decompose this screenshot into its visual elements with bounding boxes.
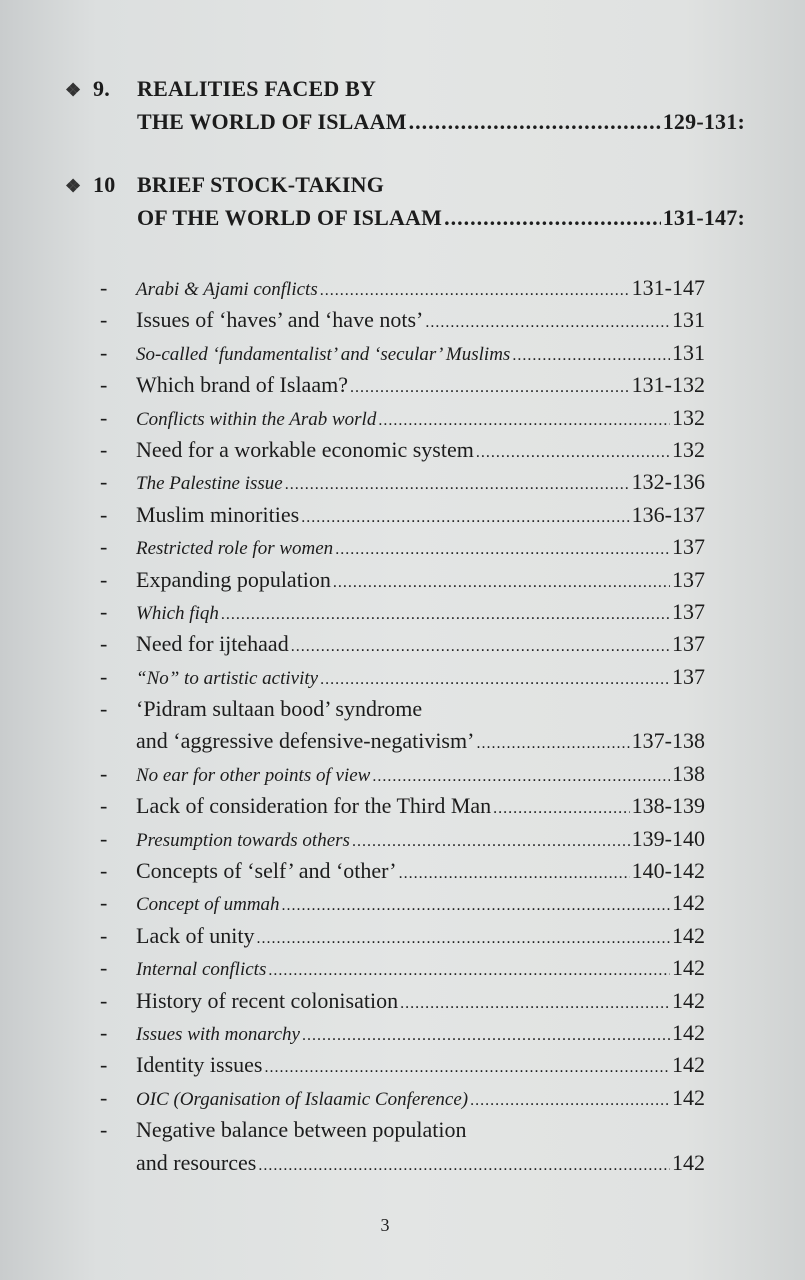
entry-title: “No” to artistic activity [136,667,319,689]
entry-title: Internal conflicts [136,959,267,981]
dot-leader [221,599,670,631]
entry-dash: - [100,404,108,430]
entry-dash: - [100,631,108,657]
section-title: BRIEF STOCK-TAKING [137,172,385,197]
entry-pages: 138 [672,760,705,786]
entry-title: No ear for other points of view [136,764,371,786]
toc-entry [100,1082,705,1114]
toc-entry [100,952,705,984]
entry-title: Which fiqh [136,602,219,624]
section-number: 10 [93,172,116,197]
entry-title: ‘Pidram sultaan bood’ syndrome [136,696,423,722]
entry-dash: - [100,922,108,948]
toc-entry [100,985,705,1017]
toc-entry [100,1049,705,1081]
section-title-continued: OF THE WORLD OF ISLAAM [137,205,443,230]
dot-leader [409,109,661,135]
entry-pages: 137-138 [631,728,705,754]
entry-dash: - [100,275,108,300]
entry-dash: - [100,598,108,624]
toc-section-10 [65,172,745,238]
entry-dash: - [100,955,108,981]
entry-title: Restricted role for women [136,538,334,560]
entry-pages: 131 [672,307,705,333]
toc-entry [100,855,705,887]
entry-pages: 142 [672,1052,705,1078]
dot-leader [444,205,661,231]
entry-pages: 131-132 [631,372,705,398]
dot-leader [282,890,670,922]
entry-title: Conflicts within the Arab world [136,408,377,430]
entry-title: Expanding population [136,566,331,592]
entry-dash: - [100,793,108,819]
entry-pages: 137 [672,534,705,560]
entry-dash: - [100,1117,108,1143]
toc-entry [100,337,705,369]
section-title: REALITIES FACED BY [137,76,377,101]
entry-title: So-called ‘fundamentalist’ and ‘secular’ Muslims [136,343,511,365]
entry-title: Lack of unity [136,922,255,948]
entry-dash: - [100,1052,108,1078]
dot-leader [302,1020,670,1052]
dot-leader [320,664,670,696]
toc-entry [100,272,705,304]
entry-dash: - [100,890,108,916]
entry-pages: 132 [672,404,705,430]
entry-pages: 131 [672,339,705,365]
entry-dash: - [100,469,108,495]
dot-leader [476,437,670,469]
entry-pages: 139-140 [631,825,705,851]
entry-dash: - [100,858,108,884]
entry-title: Need for ijtehaad [136,631,289,657]
entry-pages: 136-137 [631,501,705,527]
dot-leader [285,469,630,501]
entry-dash: - [100,1019,108,1045]
dot-leader [333,567,670,599]
toc-entry [100,434,705,466]
page-number: 3 [380,1215,390,1235]
toc-entry [100,628,705,660]
entry-pages: 140-142 [631,858,705,884]
entry-pages: 138-139 [631,793,705,819]
dot-leader [399,858,630,890]
entry-title: Arabi & Ajami conflicts [136,279,318,300]
dot-leader [512,340,670,372]
toc-entry [100,887,705,919]
entry-dash: - [100,339,108,365]
entry-dash: - [100,372,108,398]
toc-entry [100,531,705,563]
diamond-bullet-icon: ❖ [65,80,82,100]
entry-pages: 131-147 [631,275,705,300]
toc-entry [100,758,705,790]
entry-dash: - [100,825,108,851]
entry-pages: 142 [672,890,705,916]
entry-title: History of recent colonisation [136,987,399,1013]
entry-title: and ‘aggressive defensive-negativism’ [136,728,475,754]
toc-entry [100,304,705,336]
entry-pages: 142 [672,1019,705,1045]
toc-entry [100,823,705,855]
entry-title: Lack of consideration for the Third Man [136,793,492,819]
entry-pages: 132 [672,436,705,462]
entry-title: Negative balance between population [136,1117,467,1143]
section-title-line-2 [65,205,745,238]
toc-entry [100,725,705,757]
entry-dash: - [100,534,108,560]
dot-leader [257,923,670,955]
entry-dash: - [100,987,108,1013]
toc-entry [100,1147,705,1179]
entry-pages: 142 [672,922,705,948]
entry-title: Issues of ‘haves’ and ‘have nots’ [136,307,424,333]
dot-leader [352,826,630,858]
entry-dash: - [100,1084,108,1110]
entry-title: Which brand of Islaam? [136,372,348,398]
diamond-bullet-icon: ❖ [65,176,82,196]
toc-entry [100,466,705,498]
dot-leader [476,728,629,760]
toc-entry [100,596,705,628]
entry-pages: 142 [672,1149,705,1175]
section-title-continued: THE WORLD OF ISLAAM [137,109,407,134]
toc-entry [100,1017,705,1049]
entry-title: Identity issues [136,1052,263,1078]
section-title-line-1 [65,76,745,109]
dot-leader [268,955,670,987]
toc-entry [100,920,705,952]
dot-leader [291,631,670,663]
entry-dash: - [100,436,108,462]
entry-title: OIC (Organisation of Islaamic Conference) [136,1088,469,1110]
section-title-line-1 [65,172,745,205]
section-title-line-2 [65,109,745,142]
entry-dash: - [100,696,108,722]
entry-title: Concepts of ‘self’ and ‘other’ [136,858,397,884]
toc-entry [100,693,705,725]
toc-entry [100,499,705,531]
entry-title: and resources [136,1149,257,1175]
dot-leader [372,761,670,793]
section-pages: 129-131: [662,109,745,134]
entry-dash: - [100,307,108,333]
dot-leader [400,988,670,1020]
entry-pages: 142 [672,987,705,1013]
toc-entry [100,661,705,693]
entry-title: The Palestine issue [136,473,283,495]
toc-section-9 [65,76,745,142]
entry-pages: 132-136 [631,469,705,495]
entry-pages: 137 [672,566,705,592]
entry-title: Concept of ummah [136,894,280,916]
toc-entry [100,1114,705,1146]
entry-dash: - [100,501,108,527]
dot-leader [301,502,629,534]
dot-leader [265,1052,671,1084]
dot-leader [350,372,630,404]
toc-entry [100,402,705,434]
section-number: 9. [93,76,110,101]
dot-leader [335,534,670,566]
entry-pages: 142 [672,955,705,981]
entry-title: Presumption towards others [136,829,350,851]
entry-dash: - [100,663,108,689]
dot-leader [470,1085,670,1117]
dot-leader [320,275,630,307]
toc-entry [100,564,705,596]
section-pages: 131-147: [662,205,745,230]
entry-pages: 137 [672,663,705,689]
toc-entry [100,790,705,822]
entry-pages: 137 [672,598,705,624]
entry-title: Need for a workable economic system [136,436,474,462]
entry-title: Issues with monarchy [136,1023,300,1045]
entry-pages: 142 [672,1084,705,1110]
dot-leader [258,1150,670,1182]
dot-leader [378,405,670,437]
entry-dash: - [100,566,108,592]
dot-leader [493,793,630,825]
entry-pages: 137 [672,631,705,657]
entry-title: Muslim minorities [136,501,300,527]
toc-entries-list [100,272,705,1179]
dot-leader [425,307,670,339]
toc-entry [100,369,705,401]
entry-dash: - [100,760,108,786]
